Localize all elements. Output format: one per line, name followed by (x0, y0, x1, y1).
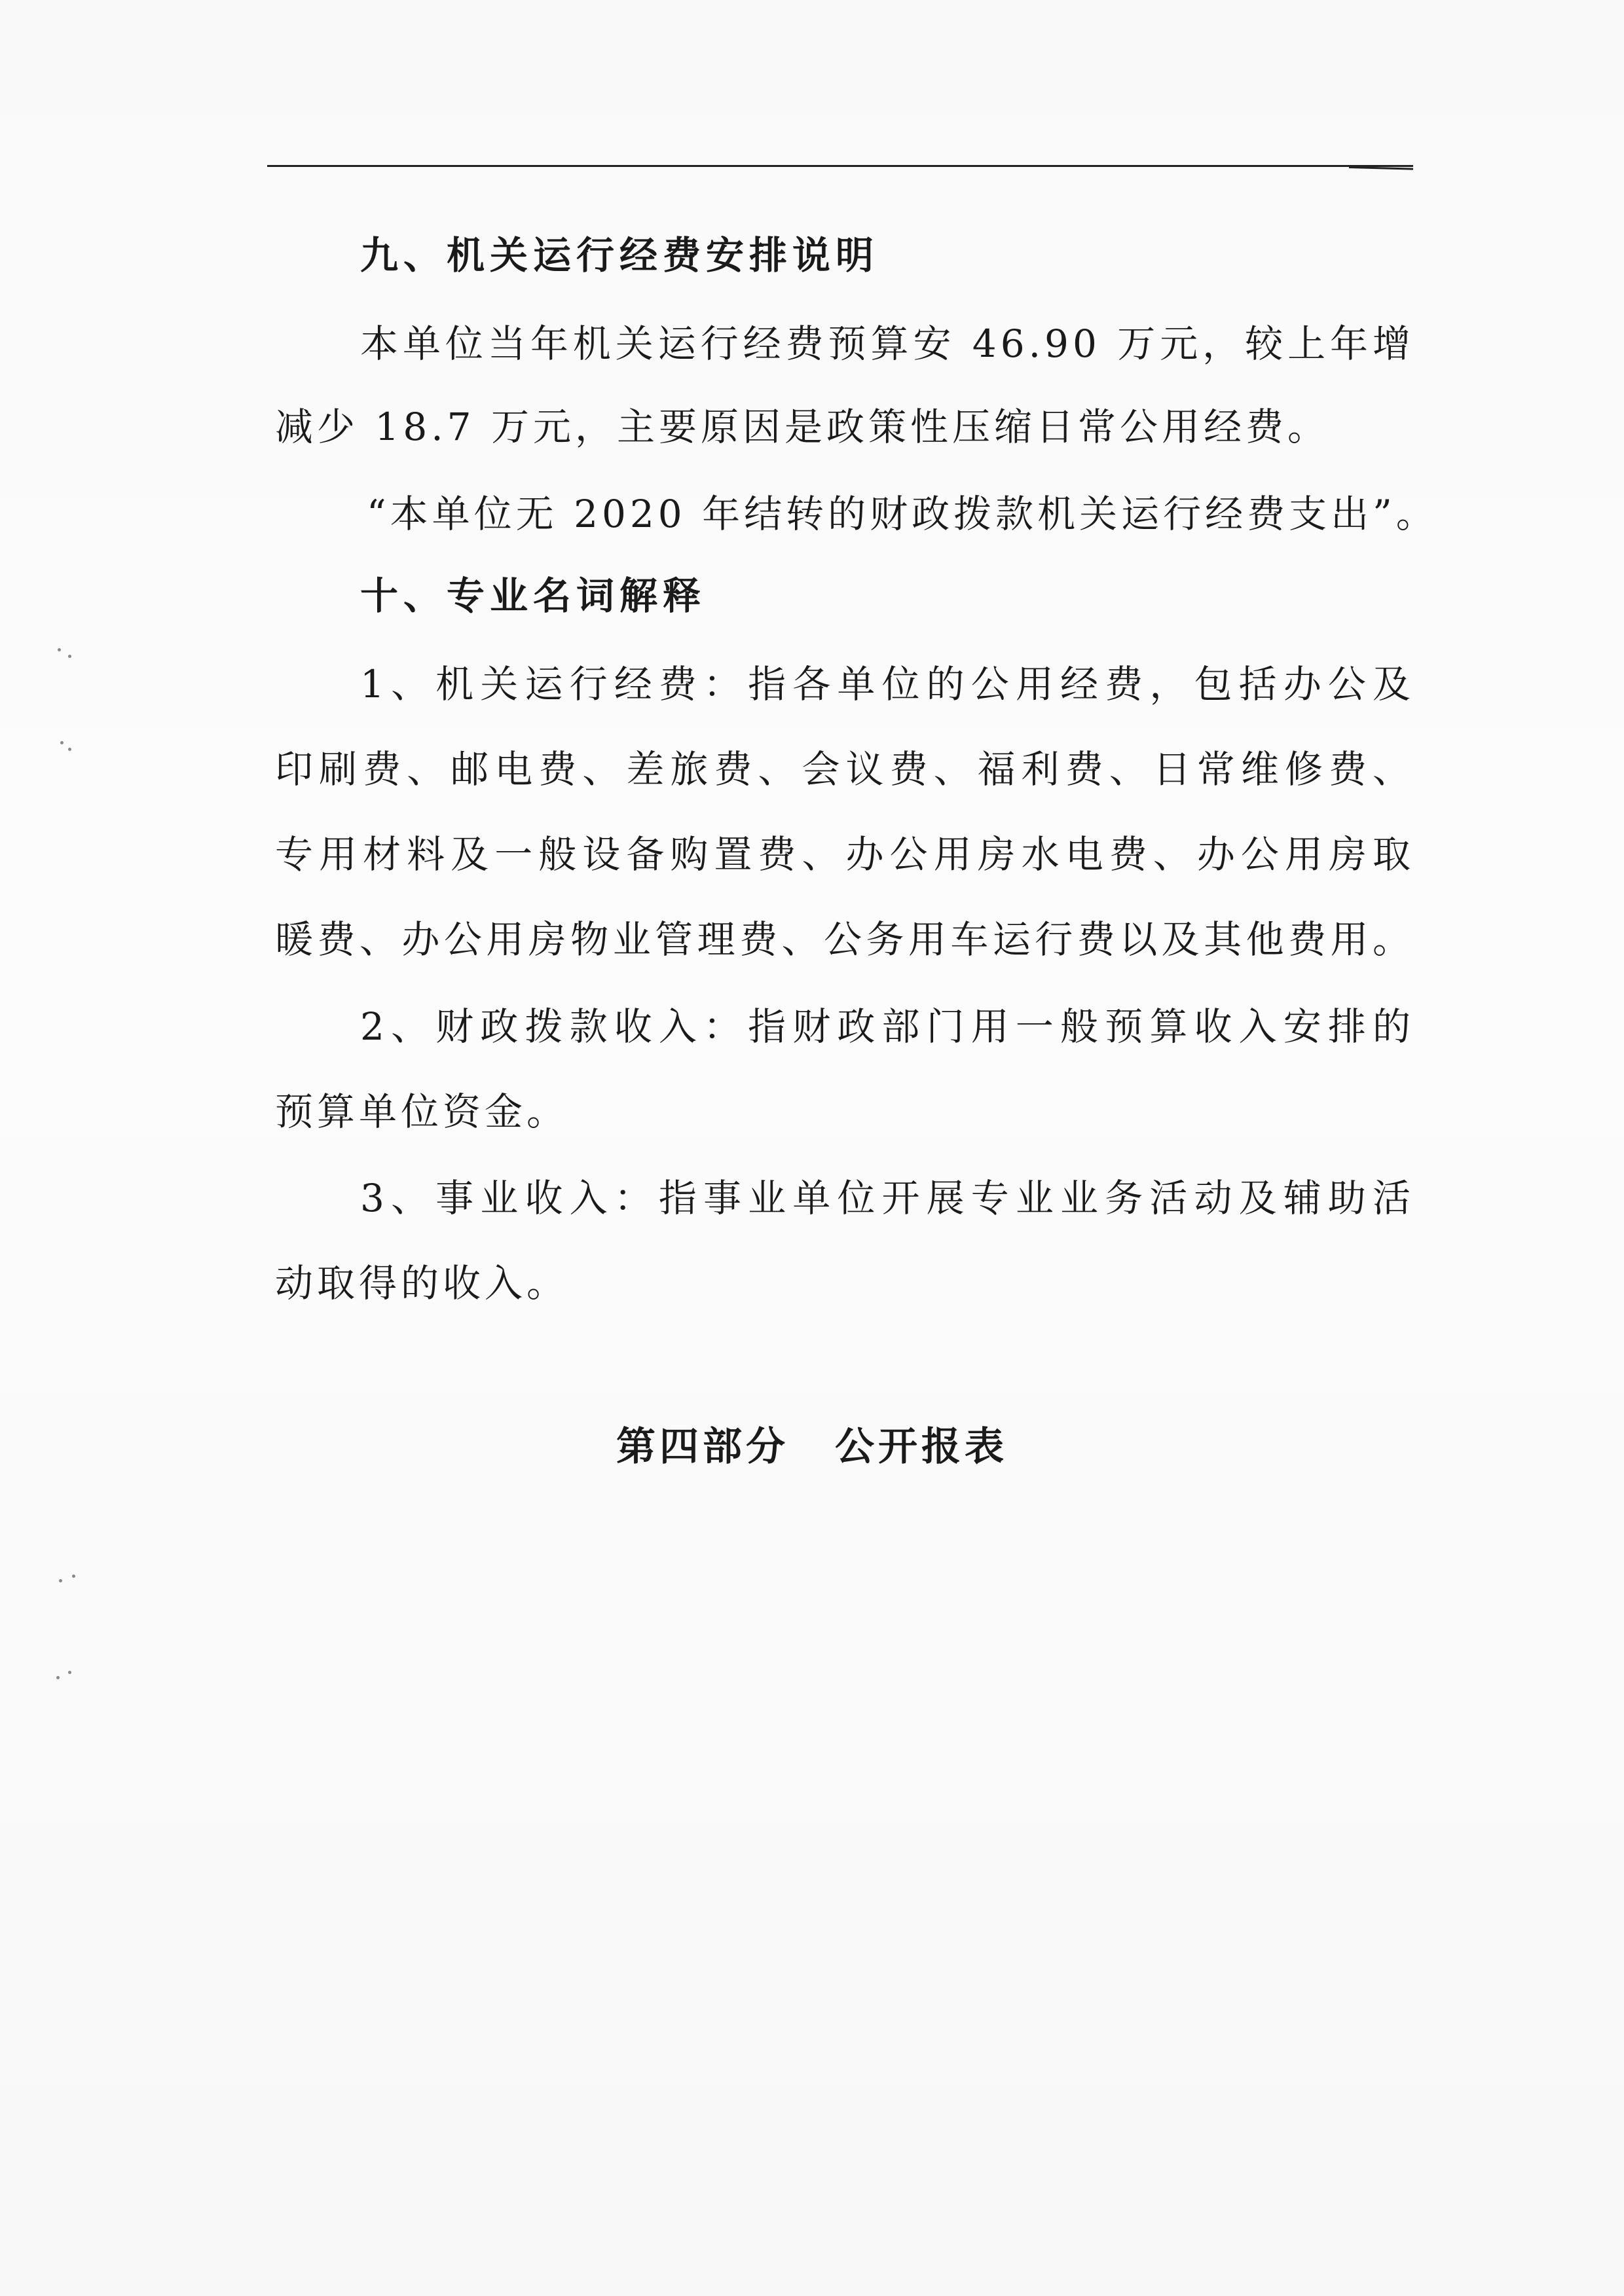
scan-speck (60, 741, 64, 744)
section-nine-paragraph-2: “本单位无 2020 年结转的财政拨款机关运行经费支出”。 (367, 492, 1438, 536)
term-2-line-1: 2、财政拨款收入：指财政部门用一般预算收入安排的 (360, 1004, 1414, 1049)
scan-speck (58, 648, 61, 651)
term-3-line-2: 动取得的收入。 (275, 1261, 569, 1305)
part-four-title (0, 1421, 1624, 1473)
term-1-line-2: 印刷费、邮电费、差旅费、会议费、福利费、日常维修费、 (275, 747, 1414, 792)
scan-speck (56, 1676, 60, 1679)
term-2-line-2: 预算单位资金。 (275, 1089, 569, 1134)
scan-speck (68, 748, 71, 751)
part-four-title-right: 公开报表 (835, 1424, 1008, 1470)
scan-speck (72, 1575, 75, 1578)
section-nine-paragraph-1-line-1: 本单位当年机关运行经费预算安 46.90 万元，较上年增 (360, 321, 1414, 366)
section-nine-paragraph-1-line-2: 减少 18.7 万元，主要原因是政策性压缩日常公用经费。 (275, 405, 1330, 449)
section-ten-heading: 十、专业名词解释 (360, 574, 707, 618)
header-rule (267, 165, 1413, 167)
scan-speck (68, 655, 71, 658)
scan-speck (68, 1671, 71, 1674)
term-1-line-3: 专用材料及一般设备购置费、办公用房水电费、办公用房取 (275, 832, 1414, 877)
section-nine-heading: 九、机关运行经费安排说明 (360, 233, 879, 278)
term-1-line-1: 1、机关运行经费：指各单位的公用经费，包括办公及 (360, 662, 1414, 706)
term-3-line-1: 3、事业收入：指事业单位开展专业业务活动及辅助活 (360, 1176, 1414, 1220)
scan-speck (59, 1579, 62, 1582)
part-four-title-left: 第四部分 (616, 1424, 789, 1470)
term-1-line-4: 暖费、办公用房物业管理费、公务用车运行费以及其他费用。 (275, 917, 1414, 962)
